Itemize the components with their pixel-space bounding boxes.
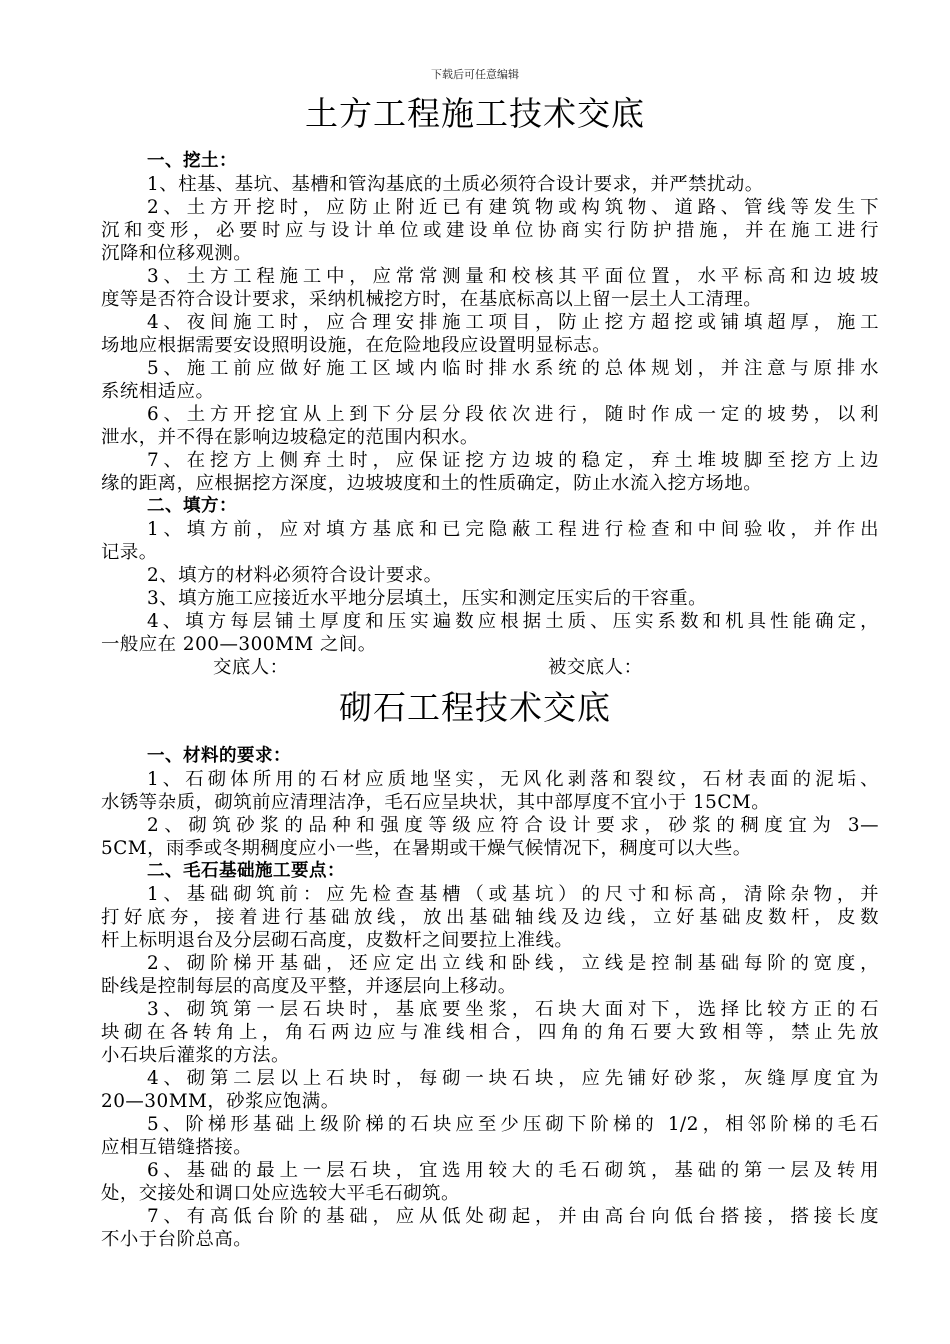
paragraph-line: 5、施工前应做好施工区域内临时排水系统的总体规划，并注意与原排水 [147,358,879,379]
section1-heading2: 二、填方： [147,496,237,516]
paragraph-line: 记录。 [101,542,158,563]
paragraph-line: 1、石砌体所用的石材应质地坚实，无风化剥落和裂纹，石材表面的泥垢、 [147,769,879,790]
paragraph-line: 6、基础的最上一层石块，宜选用较大的毛石砌筑，基础的第一层及转用 [147,1160,879,1181]
paragraph-line: 6、土方开挖宜从上到下分层分段依次进行，随时作成一定的坡势，以利 [147,404,879,425]
paragraph-line: 打好底夯，接着进行基础放线，放出基础轴线及边线，立好基础皮数杆，皮数 [101,907,879,928]
paragraph-line: 2、土方开挖时，应防止附近已有建筑物或构筑物、道路、管线等发生下 [147,197,879,218]
paragraph-line: 沉和变形，必要时应与设计单位或建设单位协商实行防护措施，并在施工进行 [101,220,879,241]
paragraph-line: 1、填方前，应对填方基底和已完隐蔽工程进行检查和中间验收，并作出 [147,519,879,540]
receiver-person-label: 被交底人： [548,657,643,678]
paragraph-line: 5CM，雨季或冬期稠度应小一些，在暑期或干燥气候情况下，稠度可以大些。 [101,838,752,859]
paragraph-line: 一般应在 200—300MM 之间。 [101,634,377,655]
paragraph-line: 泄水，并不得在影响边坡稳定的范围内积水。 [101,427,479,448]
paragraph-line: 缘的距离，应根据挖方深度，边坡坡度和土的性质确定，防止水流入挖方场地。 [101,473,763,494]
paragraph-line: 杆上标明退台及分层砌石高度，皮数杆之间要拉上准线。 [101,930,574,951]
section2-title: 砌石工程技术交底 [339,688,611,727]
header-note: 下载后可任意编辑 [431,68,519,81]
paragraph-line: 3、砌筑第一层石块时，基底要坐浆，石块大面对下，选择比较方正的石 [147,999,879,1020]
paragraph-line: 小石块后灌浆的方法。 [101,1045,290,1066]
section1-title: 土方工程施工技术交底 [305,94,645,133]
paragraph-line: 2、填方的材料必须符合设计要求。 [147,565,443,586]
paragraph-line: 4、砌第二层以上石块时，每砌一块石块，应先铺好砂浆，灰缝厚度宜为 [147,1068,879,1089]
signature-row [101,656,879,679]
paragraph-line: 1、柱基、基坑、基槽和管沟基底的土质必须符合设计要求，并严禁扰动。 [147,174,764,195]
paragraph-line: 度等是否符合设计要求，采纳机械挖方时，在基底标高以上留一层土人工清理。 [101,289,763,310]
paragraph-line: 块砌在各转角上，角石两边应与准线相合，四角的角石要大致相等，禁止先放 [101,1022,879,1043]
paragraph-line: 沉降和位移观测。 [101,243,253,264]
paragraph-line: 应相互错缝搭接。 [101,1137,253,1158]
paragraph-line: 卧线是控制每层的高度及平整，并逐层向上移动。 [101,976,517,997]
section2-body [101,745,879,1251]
handover-person-label: 交底人： [213,657,289,678]
paragraph-line: 4、夜间施工时，应合理安排施工项目，防止挖方超挖或铺填超厚，施工 [147,312,879,333]
paragraph-line: 1、基础砌筑前：应先检查基槽（或基坑）的尺寸和标高，清除杂物，并 [147,884,879,905]
paragraph-line: 系统相适应。 [101,381,215,402]
paragraph-line: 3、填方施工应接近水平地分层填土，压实和测定压实后的干容重。 [147,588,708,609]
section2-heading2: 二、毛石基础施工要点： [147,861,345,881]
section1-body [101,150,879,679]
paragraph-line: 不小于台阶总高。 [101,1229,253,1250]
paragraph-line: 2、砌筑砂浆的品种和强度等级应符合设计要求，砂浆的稠度宜为 3— [147,815,879,836]
paragraph-line: 5、阶梯形基础上级阶梯的石块应至少压砌下阶梯的 1/2，相邻阶梯的毛石 [147,1114,879,1135]
paragraph-line: 场地应根据需要安设照明设施，在危险地段应设置明显标志。 [101,335,612,356]
paragraph-line: 7、有高低台阶的基础，应从低处砌起，并由高台向低台搭接，搭接长度 [147,1206,879,1227]
paragraph-line: 20—30MM，砂浆应饱满。 [101,1091,340,1112]
paragraph-line: 7、在挖方上侧弃土时，应保证挖方边坡的稳定，弃土堆坡脚至挖方上边 [147,450,879,471]
paragraph-line: 水锈等杂质，砌筑前应清理洁净，毛石应呈块状，其中部厚度不宜小于 15CM。 [101,792,771,813]
paragraph-line: 2、砌阶梯开基础，还应定出立线和卧线，立线是控制基础每阶的宽度， [147,953,879,974]
section2-heading1: 一、材料的要求： [147,746,291,766]
paragraph-line: 处，交接处和调口处应选较大平毛石砌筑。 [101,1183,460,1204]
paragraph-line: 4、填方每层铺土厚度和压实遍数应根据土质、压实系数和机具性能确定， [147,611,879,632]
paragraph-line: 3、土方工程施工中，应常常测量和校核其平面位置，水平标高和边坡坡 [147,266,879,287]
section1-heading1: 一、挖土： [147,151,237,171]
